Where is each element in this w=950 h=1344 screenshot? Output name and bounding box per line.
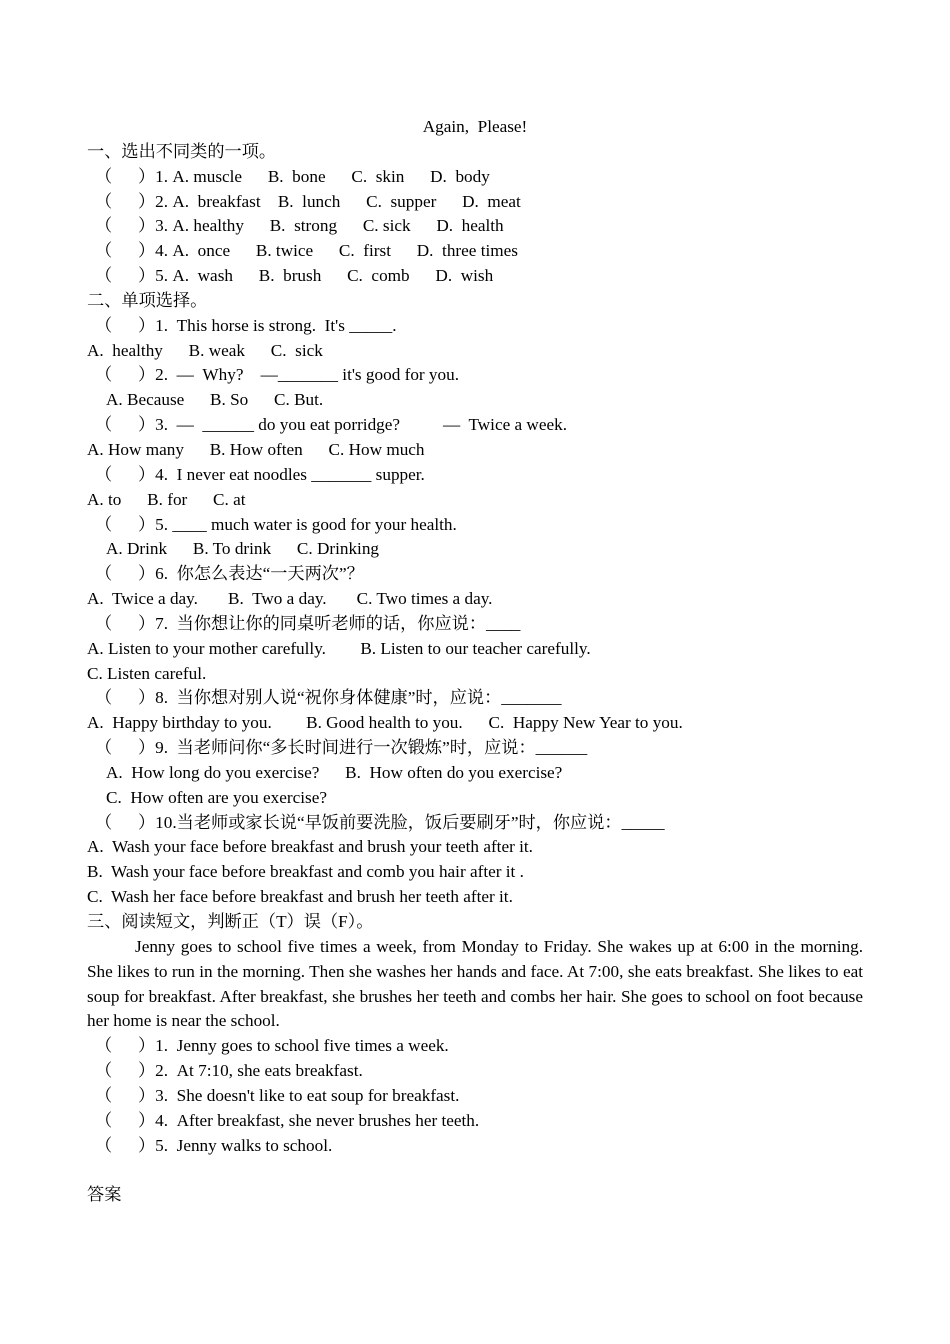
answer-options: A. How many B. How often C. How much <box>87 439 425 459</box>
answer-options: A. Wash your face before breakfast and brush your teeth after it. <box>87 837 533 857</box>
answer-options: A. Because B. So C. But. <box>106 390 324 410</box>
section-2-heading: 二、单项选择。 <box>87 290 208 310</box>
question-stem: （ ）1. This horse is strong. It's _____. <box>95 315 397 335</box>
answer-options: A. How long do you exercise? B. How often do you exercise? <box>106 762 563 782</box>
reading-passage: Jenny goes to school five times a week, from Monday to Friday. She wakes up at 6:00 in the morning. She likes to run in the morning. Then she washes her hands and face. At 7:00, she eats breakfast. She likes to eat soup for breakfast. After breakfast, she brushes her teeth and combs her hair. She goes to school on foot because her home is near the school. <box>87 936 863 1031</box>
answer-options: A. Listen to your mother carefully. B. Listen to our teacher carefully. <box>87 638 591 658</box>
section-1-item: （ ）2. A. breakfast B. lunch C. supper D. meat <box>95 191 521 211</box>
answer-options: A. to B. for C. at <box>87 489 246 509</box>
true-false-item: （ ）1. Jenny goes to school five times a week. <box>95 1036 449 1056</box>
true-false-item: （ ）5. Jenny walks to school. <box>95 1135 333 1155</box>
section-1-heading: 一、选出不同类的一项。 <box>87 141 277 161</box>
section-1-item: （ ）1. A. muscle B. bone C. skin D. body <box>95 166 490 186</box>
question-stem: （ ）7. 当你想让你的同桌听老师的话，你应说：____ <box>95 613 521 633</box>
question-stem: （ ）10.当老师或家长说“早饭前要洗脸，饭后要刷牙”时，你应说：_____ <box>95 812 665 832</box>
question-stem: （ ）9. 当老师问你“多长时间进行一次锻炼”时，应说：______ <box>95 738 588 758</box>
answer-options: A. Twice a day. B. Two a day. C. Two times a day. <box>87 589 493 609</box>
answer-options: C. Listen careful. <box>87 663 207 683</box>
section-1-item: （ ）5. A. wash B. brush C. comb D. wish <box>95 266 494 286</box>
answer-options: A. Happy birthday to you. B. Good health to you. C. Happy New Year to you. <box>87 713 683 733</box>
section-3-list <box>87 1034 863 1158</box>
true-false-item: （ ）4. After breakfast, she never brushes her teeth. <box>95 1110 480 1130</box>
true-false-item: （ ）3. She doesn't like to eat soup for breakfast. <box>95 1085 460 1105</box>
worksheet <box>87 115 863 1208</box>
answer-heading: 答案 <box>87 1185 122 1205</box>
page-title: Again, Please! <box>422 117 528 136</box>
section-2-list <box>87 314 863 910</box>
question-stem: （ ）3. — ______ do you eat porridge? — Twice a week. <box>95 415 567 435</box>
spacer <box>87 1158 863 1183</box>
question-stem: （ ）8. 当你想对别人说“祝你身体健康”时，应说：_______ <box>95 688 562 708</box>
question-stem: （ ）6. 你怎么表达“一天两次”？ <box>95 564 364 584</box>
answer-options: A. Drink B. To drink C. Drinking <box>106 539 380 559</box>
true-false-item: （ ）2. At 7:10, she eats breakfast. <box>95 1061 363 1081</box>
answer-options: A. healthy B. weak C. sick <box>87 340 323 360</box>
section-1-item: （ ）3. A. healthy B. strong C. sick D. health <box>95 216 504 236</box>
question-stem: （ ）4. I never eat noodles _______ supper. <box>95 464 425 484</box>
section-1-list <box>87 165 863 289</box>
question-stem: （ ）5. ____ much water is good for your health. <box>95 514 457 534</box>
answer-options: B. Wash your face before breakfast and comb you hair after it . <box>87 862 524 882</box>
answer-options: C. Wash her face before breakfast and brush her teeth after it. <box>87 887 513 907</box>
answer-options: C. How often are you exercise? <box>106 787 327 807</box>
section-3-heading: 三、阅读短文，判断正（T）误（F）。 <box>87 912 374 931</box>
section-1-item: （ ）4. A. once B. twice C. first D. three times <box>95 241 518 261</box>
question-stem: （ ）2. — Why? —_______ it's good for you. <box>95 365 460 385</box>
